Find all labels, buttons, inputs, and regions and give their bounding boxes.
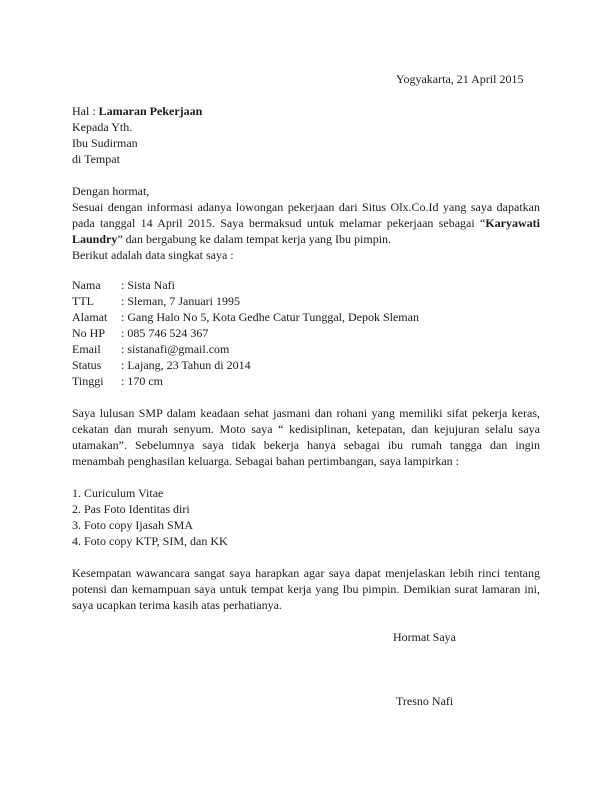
letter-date: Yogyakarta, 21 April 2015 — [396, 72, 524, 86]
greeting — [72, 183, 540, 199]
bio-value: : Sleman, 7 Januari 1995 — [121, 294, 240, 308]
bio-label: Email — [72, 342, 101, 356]
bio-table — [72, 277, 492, 389]
closing-line: Kesempatan wawancara sangat saya harapkan agar saya dapat menjelaskan lebih rinci tentang — [72, 566, 540, 580]
bio-row — [72, 309, 492, 325]
intro-tail: ” dan bergabung ke dalam tempat kerja yang Ibu pimpin. — [117, 232, 392, 246]
attachment-item: 2. Pas Foto Identitas diri — [72, 502, 190, 516]
bio-row — [72, 293, 492, 309]
qualification-paragraph — [72, 405, 540, 469]
attachment-item: 3. Foto copy Ijasah SMA — [72, 518, 193, 532]
bio-row — [72, 357, 492, 373]
attachment-item: 4. Foto copy KTP, SIM, dan KK — [72, 534, 228, 548]
greeting-text: Dengan hormat, — [72, 184, 150, 198]
paragraph-line: menambah penghasilan keluarga. Sebagai bahan pertimbangan, saya lampirkan : — [72, 454, 459, 468]
recipient-block — [72, 119, 540, 167]
bio-value: : Gang Halo No 5, Kota Gedhe Catur Tunggal, Depok Sleman — [121, 310, 419, 324]
signer-name: Tresno Nafi — [396, 694, 454, 708]
bio-row — [72, 325, 492, 341]
paragraph-line: Saya lulusan SMP dalam keadaan sehat jasmani dan rohani yang memiliki sifat pekerja keras, — [72, 406, 540, 420]
bio-label: No HP — [72, 326, 106, 340]
paragraph-line: cekatan dan murah senyum. Moto saya “ kedisiplinan, ketepatan, dan kejujuran selalu saya — [72, 422, 540, 436]
bio-label: Tinggi — [72, 374, 104, 388]
bio-label: Nama — [72, 278, 101, 292]
bio-value: : 085 746 524 367 — [121, 326, 209, 340]
attachment-list — [72, 485, 540, 549]
recipient-line: di Tempat — [72, 152, 120, 166]
closing-line: potensi dan kemampuan saya untuk tempat kerja yang Ibu pimpin. Demikian surat lamaran ini, — [72, 582, 540, 596]
intro-line — [72, 215, 540, 231]
bio-value: : sistanafi@gmail.com — [121, 342, 230, 356]
bio-value: : 170 cm — [121, 374, 163, 388]
closing-line: saya ucapkan terima kasih atas perhatianya. — [72, 598, 282, 612]
bio-row — [72, 277, 492, 293]
closing-paragraph — [72, 565, 540, 613]
paragraph-line: utamakan”. Sebelumnya saya tidak bekerja hanya sebagai ibu rumah tangga dan ingin — [72, 438, 540, 452]
sign-off: Hormat Saya — [393, 630, 456, 644]
position-title-part2: Laundry — [72, 232, 118, 246]
attachment-item: 1. Curiculum Vitae — [72, 486, 164, 500]
intro-line — [72, 231, 540, 247]
bio-row — [72, 341, 492, 357]
bio-label: Status — [72, 358, 102, 372]
subject-text: Lamaran Pekerjaan — [98, 104, 203, 118]
position-title-part1: Karyawati — [485, 216, 540, 230]
bio-value: : Sista Nafi — [121, 278, 175, 292]
bio-value: : Lajang, 23 Tahun di 2014 — [121, 358, 251, 372]
bio-row — [72, 373, 492, 389]
subject-line — [72, 103, 540, 119]
bio-label: TTL — [72, 294, 94, 308]
intro-text: pada tanggal 14 April 2015. Saya bermaksud untuk melamar pekerjaan sebagai “ — [72, 216, 486, 230]
subject-prefix: Hal : — [72, 104, 99, 118]
bio-intro: Berikut adalah data singkat saya : — [72, 248, 234, 262]
bio-label: Alamat — [72, 310, 108, 324]
recipient-line: Ibu Sudirman — [72, 136, 138, 150]
intro-line: Sesuai dengan informasi adanya lowongan pekerjaan dari Situs Olx.Co.Id yang saya dapatkan — [72, 200, 540, 214]
recipient-line: Kepada Yth. — [72, 120, 133, 134]
intro-paragraph — [72, 199, 540, 263]
